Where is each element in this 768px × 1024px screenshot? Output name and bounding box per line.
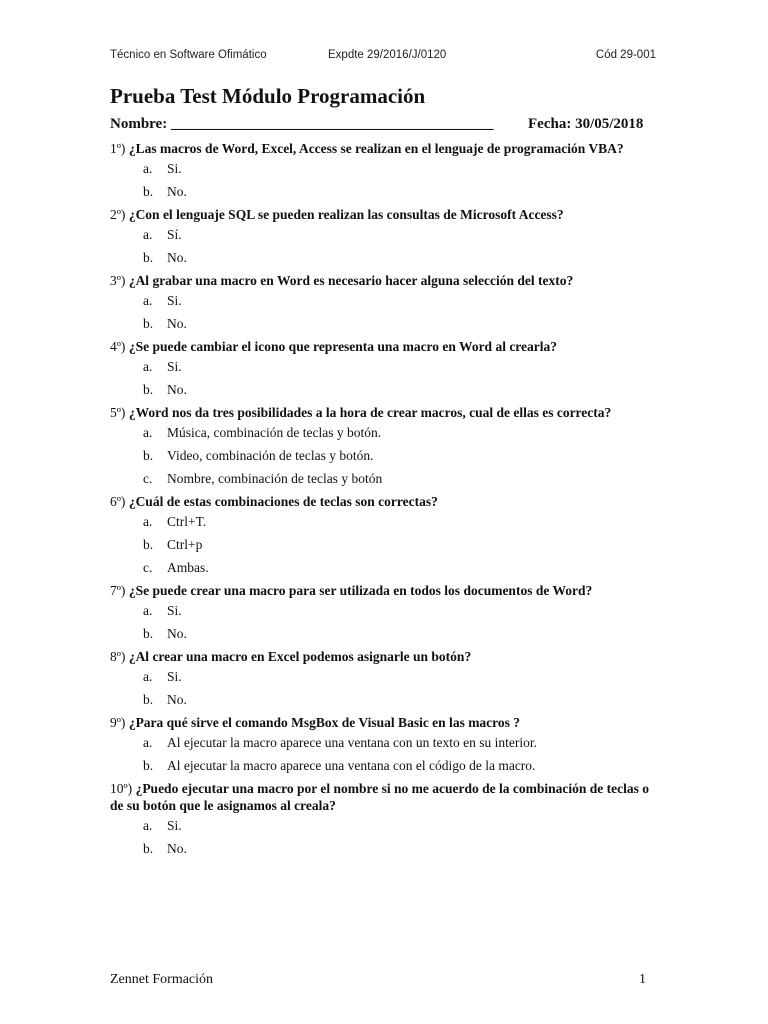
question-block: [110, 402, 650, 490]
question-block: [110, 204, 650, 269]
option-text: Ctrl+T.: [167, 514, 207, 529]
option-text: No.: [167, 692, 187, 707]
question-block: [110, 646, 650, 711]
option-letter: a.: [143, 359, 153, 374]
answer-option: [110, 444, 650, 467]
question-text: [110, 580, 650, 599]
question-list: [110, 138, 650, 861]
answer-option: [110, 378, 650, 401]
option-letter: a.: [143, 818, 153, 833]
option-list: [110, 731, 650, 777]
footer-organization: Zennet Formación: [110, 972, 214, 987]
answer-option: [110, 223, 650, 246]
answer-option: [110, 180, 650, 203]
option-text: Si.: [167, 359, 182, 374]
option-text: No.: [167, 184, 187, 199]
question-block: [110, 580, 650, 645]
answer-option: [110, 246, 650, 269]
question-number: 9º): [110, 715, 126, 730]
question-text: [110, 491, 650, 510]
question-prompt: ¿Cuál de estas combinaciones de teclas son correctas?: [128, 494, 438, 509]
option-list: [110, 157, 650, 203]
option-letter: b.: [143, 841, 154, 856]
header-course: Técnico en Software Ofimático: [110, 49, 267, 61]
option-text: Si.: [167, 818, 182, 833]
option-list: [110, 510, 650, 579]
option-letter: b.: [143, 537, 154, 552]
question-text: [110, 336, 650, 355]
option-text: No.: [167, 316, 187, 331]
option-text: Video, combinación de teclas y botón.: [167, 448, 374, 463]
question-number: 10º): [110, 781, 133, 796]
option-text: Al ejecutar la macro aparece una ventana con el código de la macro.: [167, 758, 536, 773]
answer-option: [110, 289, 650, 312]
option-letter: b.: [143, 448, 154, 463]
option-letter: b.: [143, 316, 154, 331]
answer-option: [110, 754, 650, 777]
option-letter: a.: [143, 425, 153, 440]
option-letter: a.: [143, 161, 153, 176]
option-text: Música, combinación de teclas y botón.: [167, 425, 382, 440]
option-text: Si.: [167, 669, 182, 684]
question-number: 5º): [110, 405, 126, 420]
question-prompt: ¿Al grabar una macro en Word es necesario hacer alguna selección del texto?: [128, 273, 574, 288]
page-title: Prueba Test Módulo Programación: [110, 84, 426, 108]
header-code: Cód 29-001: [595, 49, 656, 61]
answer-option: [110, 533, 650, 556]
option-letter: b.: [143, 184, 154, 199]
option-list: [110, 289, 650, 335]
option-letter: a.: [143, 669, 153, 684]
question-text: [110, 138, 650, 157]
answer-option: [110, 157, 650, 180]
option-letter: b.: [143, 758, 154, 773]
option-list: [110, 665, 650, 711]
option-text: Si.: [167, 293, 182, 308]
answer-option: [110, 622, 650, 645]
answer-option: [110, 421, 650, 444]
question-prompt: ¿Para qué sirve el comando MsgBox de Visual Basic en las macros ?: [128, 715, 521, 730]
answer-option: [110, 814, 650, 837]
answer-option: [110, 731, 650, 754]
question-number: 3º): [110, 273, 126, 288]
option-letter: a.: [143, 514, 153, 529]
question-number: 4º): [110, 339, 126, 354]
answer-option: [110, 467, 650, 490]
option-letter: b.: [143, 382, 154, 397]
answer-option: [110, 599, 650, 622]
option-list: [110, 421, 650, 490]
header-expedient: Expdte 29/2016/J/0120: [328, 49, 447, 61]
date-label: Fecha: 30/05/2018: [528, 116, 644, 132]
question-prompt: ¿Se puede crear una macro para ser utilizada en todos los documentos de Word?: [128, 583, 593, 598]
question-block: [110, 270, 650, 335]
answer-option: [110, 837, 650, 860]
option-letter: a.: [143, 735, 153, 750]
answer-option: [110, 510, 650, 533]
question-prompt: ¿Puedo ejecutar una macro por el nombre si no me acuerdo de la combinación de teclas o de su botón que le asignamos al crealа?: [110, 781, 650, 813]
option-list: [110, 599, 650, 645]
question-prompt: ¿Al crear una macro en Excel podemos asignarle un botón?: [128, 649, 472, 664]
option-text: Si.: [167, 603, 182, 618]
option-list: [110, 223, 650, 269]
answer-option: [110, 665, 650, 688]
option-letter: c.: [143, 471, 153, 486]
option-letter: a.: [143, 603, 153, 618]
question-number: 6º): [110, 494, 126, 509]
option-list: [110, 355, 650, 401]
page-number: 1: [639, 972, 646, 987]
question-block: [110, 712, 650, 777]
option-letter: b.: [143, 626, 154, 641]
option-letter: a.: [143, 227, 153, 242]
question-prompt: ¿Con el lenguaje SQL se pueden realizan las consultas de Microsoft Access?: [128, 207, 564, 222]
option-text: Ctrl+p: [167, 537, 203, 552]
answer-option: [110, 312, 650, 335]
answer-option: [110, 556, 650, 579]
question-prompt: ¿Word nos da tres posibilidades a la hora de crear macros, cual de ellas es correcta?: [128, 405, 612, 420]
question-prompt: ¿Las macros de Word, Excel, Access se realizan en el lenguaje de programación VBA?: [128, 141, 624, 156]
option-letter: c.: [143, 560, 153, 575]
question-block: [110, 491, 650, 579]
option-text: Si.: [167, 161, 182, 176]
question-text: [110, 646, 650, 665]
question-number: 7º): [110, 583, 126, 598]
question-text: [110, 402, 650, 421]
question-text: [110, 270, 650, 289]
option-text: Al ejecutar la macro aparece una ventana con un texto en su interior.: [167, 735, 537, 750]
name-field-label: Nombre: ___________________________________________: [110, 116, 494, 132]
question-number: 2º): [110, 207, 126, 222]
option-text: Sí.: [167, 227, 182, 242]
option-text: Nombre, combinación de teclas y botón: [167, 471, 383, 486]
option-text: No.: [167, 626, 187, 641]
question-text: [110, 204, 650, 223]
option-list: [110, 814, 650, 860]
question-text: [110, 712, 650, 731]
option-letter: a.: [143, 293, 153, 308]
option-letter: b.: [143, 692, 154, 707]
question-text: [110, 778, 650, 814]
option-text: No.: [167, 250, 187, 265]
option-text: Ambas.: [167, 560, 209, 575]
answer-option: [110, 688, 650, 711]
question-block: [110, 336, 650, 401]
option-text: No.: [167, 841, 187, 856]
question-prompt: ¿Se puede cambiar el icono que representa una macro en Word al crearla?: [128, 339, 558, 354]
option-letter: b.: [143, 250, 154, 265]
question-block: [110, 138, 650, 203]
question-block: [110, 778, 650, 860]
name-date-line: [110, 116, 650, 133]
option-text: No.: [167, 382, 187, 397]
answer-option: [110, 355, 650, 378]
question-number: 8º): [110, 649, 126, 664]
question-number: 1º): [110, 141, 126, 156]
